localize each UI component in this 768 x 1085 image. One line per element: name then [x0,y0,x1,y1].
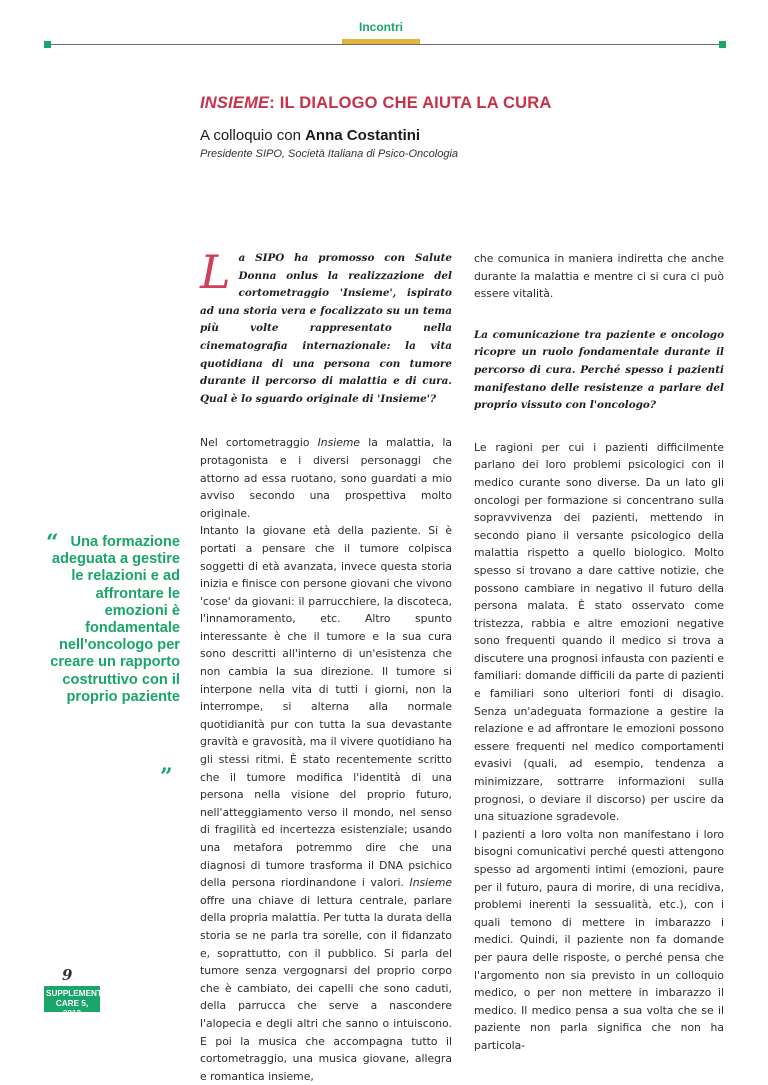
page-number: 9 [62,966,73,984]
article-subtitle [200,127,420,144]
article-title-italic: INSIEME [200,94,270,112]
answer-2-paragraph-2: I pazienti a loro volta non manifestano i loro bisogni comunicativi perché questi attengono spesso ad argomenti intimi (emozioni, paure per il futuro, paura di morire, di una recidiva, problemi inerenti la sessualità, etc.), con i quali temono di mettere in imbarazzo i medici. Quindi, il paziente non fa domande per paura delle risposte, o perché pensa che l'argomento non sia previsto in un colloquio medico, o per non mettere in imbarazzo il medico. Il medico pensa a sua volta che se il paziente non parla significa che non ha particola- [474,827,724,1052]
pullquote: Una formazione adeguata a gestire le relazioni e ad affrontare le emozioni è fondamentale nell'oncologo per creare un rapporto costruttivo con il proprio paziente [50,534,180,705]
interviewee-role: Presidente SIPO, Società Italiana di Psico-Oncologia [200,148,459,160]
supplement-line-2: CARE 5, 2013 [55,999,89,1018]
answer-1-continuation: che comunica in maniera indiretta che anche durante la malattia e mentre ci si cura ci può essere vitalità. [474,252,724,301]
answer-2-paragraph-1: Le ragioni per cui i pazienti difficilmente parlano dei loro problemi psicologici con il medico curante sono diverse. Da un lato gli oncologi per formazione si concentrano sulla sopravvivenza dei pazienti, mettendo in secondo piano il versante psicologico della malattia rispetto a quello biologico. Molto spesso si trovano a dare cattive notizie, che possono cambiare in negativo il futuro della persona malata. È stato osservato come tristezza, rabbia e altre emozioni negative sono frequenti quando il medico si trova a discutere una prognosi infausta con pazienti e familiari: domande difficili da parte di pazienti e familiari sono ulteriori fonti di disagio. Senza un'adeguata formazione a gestire la relazione e ad affrontare le emozioni possono essere frequenti nel medico comportamenti evasivi (quali, ad esempio, tendenza a minimizzare, sottrarre informazioni sulla prognosi, o deviare il discorso) per uscire da una situazione sgradevole. [474,440,724,824]
header-rule [48,44,726,45]
right-column [474,250,724,1055]
supplement-line-1: SUPPLEMENTO [46,989,109,998]
subtitle-prefix: A colloquio con [200,127,306,144]
question-2: La comunicazione tra paziente e oncologo ricopre un ruolo fondamentale durante il percorso di cura. Perché spesso i pazienti manifestano delle resistenze a parlare del proprio vissuto con l'oncologo? [474,328,724,412]
article-title-rest: : IL DIALOGO CHE AIUTA LA CURA [269,94,552,112]
answer-1-paragraph-1: Nel cortometraggio Insieme la malattia, la protagonista e i diversi personaggi che attorno ad essa ruotano, sono guardati a mio avviso secondo una prospettiva molto originale. [200,436,452,520]
pullquote-open-mark: “ [46,530,59,556]
question-1 [200,245,452,408]
question-1-text: a SIPO ha promosso con Salute Donna onlus la realizzazione del cortometraggio 'Insieme', ispirato ad una storia vera e focalizzato su un tema più volte rappresentato nella cinematografia internazionale: la vita quotidiana di una persona con tumore durante il percorso di malattia e di cura. Qual è lo sguardo originale di 'Insieme'? [200,252,452,405]
section-label: Incontri [359,20,403,34]
article-title [200,94,720,113]
header-rule-left-cap [44,41,51,48]
supplement-badge [44,986,109,1018]
left-column [200,245,452,1085]
interviewee-name: Anna Costantini [305,127,421,144]
answer-1-paragraph-2: Intanto la giovane età della paziente. Si è portati a pensare che il tumore colpisca soggetti di età avanzata, invece questa storia inizia e finisce con persone giovani che vivono 'cose' da giovani: il parrucchiere, la discoteca, l'innamoramento, etc. Altro spunto interessante è che il tumore e la sua cura sono descritti all'interno di un'esistenza che non cambia la sua direzione. Il tumore si interpone nella vita di tutti i giorni, non la interrompe, si alterna alla normale quotidianità pur con tutta la sua devastante gravità e gravosità, ma il vivere quotidiano ha gli stessi ritmi. È stato recentemente scritto che il tumore modifica l'identità di una persona nella visione del proprio futuro, nell'atteggiamento verso il mondo, nel senso di fragilità ed incertezza esistenziale; usando una metafora potremmo dire che una diagnosi di tumore trasforma il DNA psichico della persona riordinandone i valori. Insieme offre una chiave di lettura centrale, parlare della propria malattia. Per tutta la durata della storia se ne parla tra sorelle, con il fidanzato e, soprattutto, con il pubblico. Si parla del tumore senza vergognarsi del proprio corpo che è cambiato, dei capelli che sono caduti, della parrucca che serve a nascondere l'alopecia e degli altri che sanno o intuiscono. E poi la musica che accompagna tutto il cortometraggio, una musica giovane, allegra e romantica insieme, [200,524,452,1083]
pullquote-close-mark: ” [160,764,173,790]
header-rule-right-cap [719,41,726,48]
drop-cap: L [200,245,231,299]
